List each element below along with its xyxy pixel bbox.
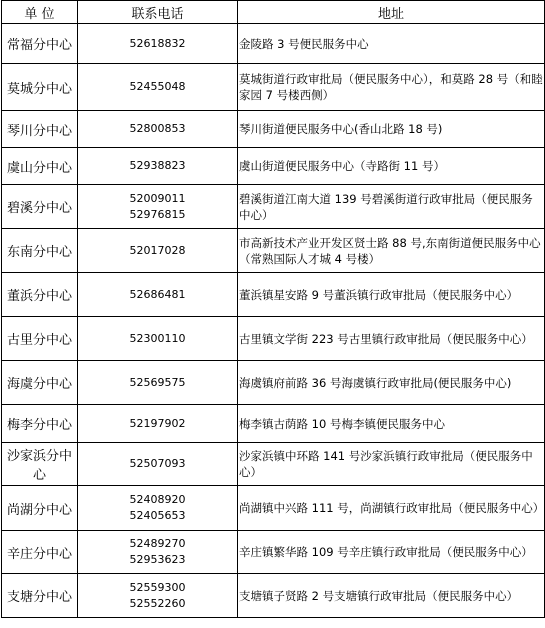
phone-cell: [78, 273, 238, 317]
address-cell: 尚湖镇中兴路 111 号，尚湖镇行政审批局（便民服务中心）: [238, 486, 545, 531]
table-row: [2, 185, 545, 229]
phone-cell: [78, 405, 238, 443]
address-cell: 碧溪街道江南大道 139 号碧溪街道行政审批局（便民服务中心）: [238, 185, 545, 229]
phone-number: 52197902: [129, 416, 186, 430]
unit-cell: 海虞分中心: [2, 361, 78, 405]
phone-cell: [78, 574, 238, 618]
phone-number: 52976815: [129, 207, 186, 221]
table-row: [2, 148, 545, 185]
table-row: [2, 443, 545, 486]
unit-cell: 梅李分中心: [2, 405, 78, 443]
header-phone: 联系电话: [78, 1, 238, 24]
unit-cell: 尚湖分中心: [2, 486, 78, 531]
table-row: [2, 486, 545, 531]
address-cell: 市高新技术产业开发区贤士路 88 号,东南街道便民服务中心（常熟国际人才城 4 号楼）: [238, 229, 545, 273]
phone-cell: [78, 64, 238, 111]
address-cell: 海虞镇府前路 36 号海虞镇行政审批局(便民服务中心): [238, 361, 545, 405]
phone-cell: [78, 24, 238, 64]
unit-cell: 东南分中心: [2, 229, 78, 273]
address-cell: 虞山街道便民服务中心（寺路街 11 号）: [238, 148, 545, 185]
phone-number: 52300110: [129, 331, 186, 345]
phone-cell: [78, 148, 238, 185]
table-row: [2, 574, 545, 618]
unit-cell: 古里分中心: [2, 317, 78, 361]
phone-cell: [78, 443, 238, 486]
table-row: [2, 273, 545, 317]
table-row: [2, 361, 545, 405]
table-row: [2, 24, 545, 64]
phone-cell: [78, 486, 238, 531]
phone-cell: [78, 229, 238, 273]
address-cell: 支塘镇子贤路 2 号支塘镇行政审批局（便民服务中心）: [238, 574, 545, 618]
phone-number: 52618832: [129, 36, 186, 50]
unit-cell: 虞山分中心: [2, 148, 78, 185]
address-cell: 琴川街道便民服务中心(香山北路 18 号): [238, 111, 545, 148]
phone-number: 52455048: [129, 80, 186, 93]
table-body: [2, 24, 545, 618]
phone-number: 52017028: [129, 243, 186, 257]
phone-number: 52009011: [129, 191, 186, 205]
unit-cell: 董浜分中心: [2, 273, 78, 317]
unit-cell: 莫城分中心: [2, 64, 78, 111]
phone-number: 52686481: [129, 287, 186, 301]
phone-cell: [78, 185, 238, 229]
address-cell: 沙家浜镇中环路 141 号沙家浜镇行政审批局（便民服务中心）: [238, 443, 545, 486]
phone-number: 52938823: [129, 159, 186, 172]
table-row: [2, 317, 545, 361]
phone-cell: [78, 317, 238, 361]
header-unit: 单 位: [2, 1, 78, 24]
address-cell: 董浜镇星安路 9 号董浜镇行政审批局（便民服务中心）: [238, 273, 545, 317]
phone-number: 52408920: [129, 493, 186, 506]
unit-cell: 碧溪分中心: [2, 185, 78, 229]
table-row: [2, 405, 545, 443]
phone-number: 52953623: [129, 553, 186, 566]
unit-cell: 常福分中心: [2, 24, 78, 64]
phone-number: 52405653: [129, 509, 186, 522]
header-row: [2, 1, 545, 24]
phone-cell: [78, 531, 238, 574]
address-cell: 莫城街道行政审批局（便民服务中心），和莫路 28 号（和睦家园 7 号楼西侧）: [238, 64, 545, 111]
address-cell: 辛庄镇繁华路 109 号辛庄镇行政审批局（便民服务中心）: [238, 531, 545, 574]
unit-cell: 琴川分中心: [2, 111, 78, 148]
phone-cell: [78, 361, 238, 405]
table-row: [2, 229, 545, 273]
address-cell: 古里镇文学街 223 号古里镇行政审批局（便民服务中心）: [238, 317, 545, 361]
phone-number: 52552260: [129, 596, 186, 610]
service-center-table: [1, 0, 545, 618]
unit-cell: 辛庄分中心: [2, 531, 78, 574]
table-row: [2, 64, 545, 111]
address-cell: 金陵路 3 号便民服务中心: [238, 24, 545, 64]
unit-cell: 沙家浜分中心: [2, 443, 78, 486]
phone-number: 52800853: [129, 122, 186, 135]
phone-number: 52507093: [129, 457, 186, 470]
phone-number: 52569575: [129, 375, 186, 389]
phone-number: 52489270: [129, 537, 186, 550]
table-row: [2, 111, 545, 148]
table-row: [2, 531, 545, 574]
address-cell: 梅李镇古荫路 10 号梅李镇便民服务中心: [238, 405, 545, 443]
header-address: 地址: [238, 1, 545, 24]
phone-cell: [78, 111, 238, 148]
phone-number: 52559300: [129, 580, 186, 594]
unit-cell: 支塘分中心: [2, 574, 78, 618]
